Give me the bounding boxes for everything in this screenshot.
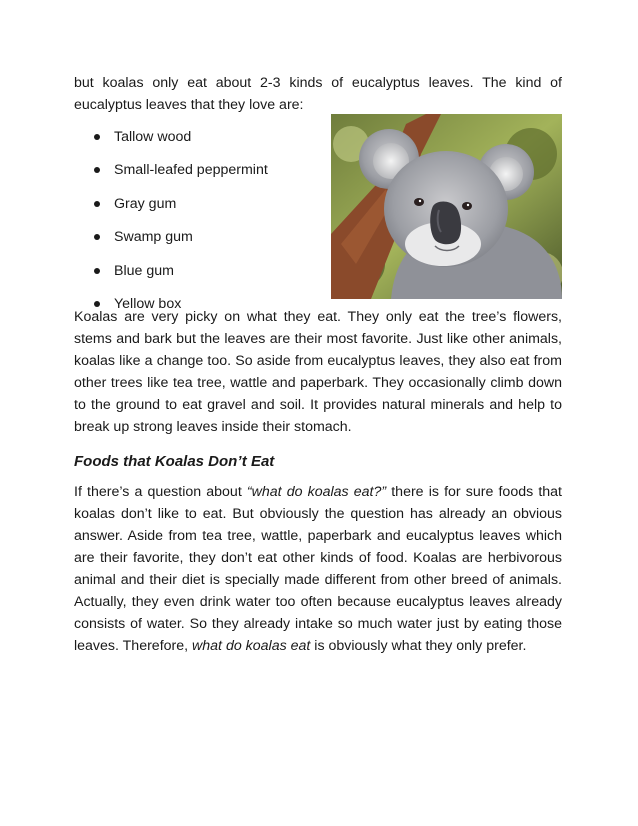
foods-text-part2: there is for sure foods that koalas don’t like to eat. But obviously the question has already an obvious answer. Aside from tea tree, wattle, paperbark and eucalyptus leaves which are their favorite, they don’t eat other kinds of food. Koalas are herbivorous animal and their diet is specially made different from other breed of animals. Actually, they even drink water too often because eucalyptus leaves already consists of water. So they already intake so much water just by eating those leaves. Therefore, — [74, 484, 562, 654]
list-item-label: Tallow wood — [114, 129, 192, 145]
list-item — [74, 226, 268, 259]
list-item-label: Yellow box — [114, 295, 182, 312]
diet-paragraph: Koalas are very picky on what they eat. They only eat the tree’s flowers, stems and bark but the leaves are their most favorite. Just like other animals, koalas like a change too. So aside from eucalyptus leaves, they also eat from other trees like tea tree, wattle and paperbark. They occasionally climb down to the ground to eat gravel and soil. It provides natural minerals and help to break up strong leaves inside their stomach. — [74, 309, 562, 435]
section-heading: Foods that Koalas Don’t Eat — [74, 453, 275, 470]
foods-paragraph — [74, 481, 562, 657]
bullet-icon — [94, 268, 100, 274]
document-page — [74, 72, 562, 657]
foods-text-part1: If there’s a question about — [74, 484, 247, 500]
bullets-and-photo-row — [74, 126, 562, 336]
list-item — [74, 193, 268, 226]
bullet-icon — [94, 134, 100, 140]
bullet-icon — [94, 301, 100, 307]
list-item-label: Small-leafed peppermint — [114, 162, 268, 179]
foods-quote: “what do koalas eat?” — [246, 484, 387, 500]
list-item — [74, 293, 268, 326]
bullet-icon — [94, 201, 100, 207]
eucalyptus-list — [74, 126, 268, 326]
foods-emphasis: what do koalas eat — [192, 638, 311, 654]
list-item-label: Blue gum — [114, 262, 174, 279]
list-item — [74, 126, 268, 159]
intro-paragraph: but koalas only eat about 2-3 kinds of eucalyptus leaves. The kind of eucalyptus leaves that they love are: — [74, 75, 562, 113]
koala-photo — [331, 114, 562, 299]
bullet-icon — [94, 234, 100, 240]
list-item-label: Gray gum — [114, 195, 177, 212]
list-item — [74, 159, 268, 192]
list-item — [74, 260, 268, 293]
bullet-icon — [94, 167, 100, 173]
foods-text-part3: is obviously what they only prefer. — [310, 638, 527, 654]
list-item-label: Swamp gum — [114, 229, 193, 246]
